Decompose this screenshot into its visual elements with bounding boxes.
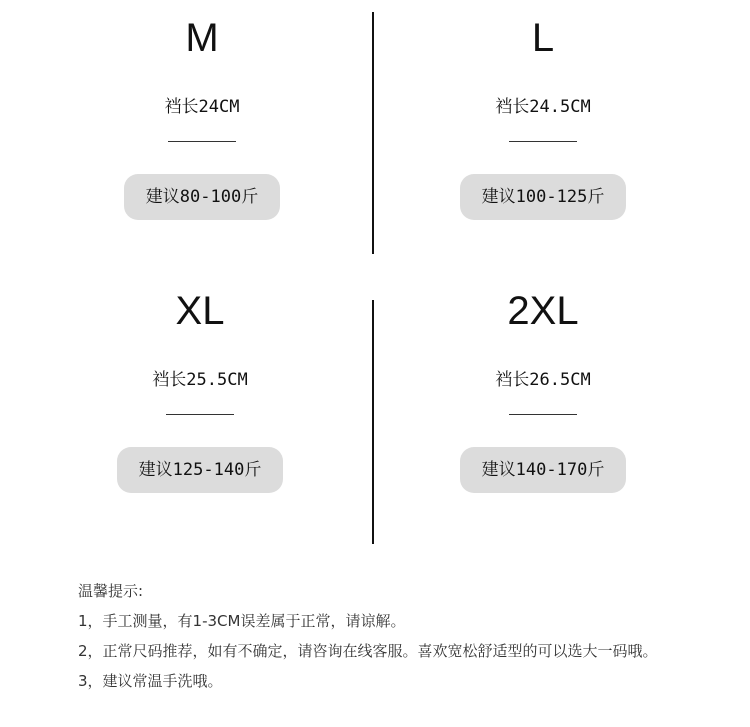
size-card-xl [90, 287, 310, 493]
recommend-badge: 建议100-125斤 [460, 174, 627, 220]
tips-section [78, 580, 658, 700]
size-card-2xl [433, 287, 653, 493]
size-card-l [433, 14, 653, 220]
size-label: L [531, 16, 555, 60]
short-divider [509, 141, 577, 142]
recommend-badge: 建议140-170斤 [460, 447, 627, 493]
recommend-badge: 建议125-140斤 [117, 447, 284, 493]
crotch-length: 裆长25.5CM [152, 370, 248, 390]
short-divider [166, 414, 234, 415]
tip-line: 3，建议常温手洗哦。 [78, 672, 223, 690]
tips-title: 温馨提示: [78, 582, 144, 600]
size-label: XL [175, 289, 225, 333]
recommend-badge: 建议80-100斤 [124, 174, 280, 220]
crotch-length: 裆长24.5CM [495, 97, 591, 117]
size-label: 2XL [507, 289, 579, 333]
short-divider [509, 414, 577, 415]
crotch-length: 裆长26.5CM [495, 370, 591, 390]
short-divider [168, 141, 236, 142]
vertical-divider-bottom [372, 300, 374, 544]
tip-line: 1，手工测量，有1-3CM误差属于正常，请谅解。 [78, 612, 406, 630]
tip-line: 2，正常尺码推荐，如有不确定，请咨询在线客服。喜欢宽松舒适型的可以选大一码哦。 [78, 642, 658, 660]
size-label: M [185, 16, 219, 60]
size-card-m [92, 14, 312, 220]
crotch-length: 裆长24CM [164, 97, 240, 117]
vertical-divider-top [372, 12, 374, 254]
